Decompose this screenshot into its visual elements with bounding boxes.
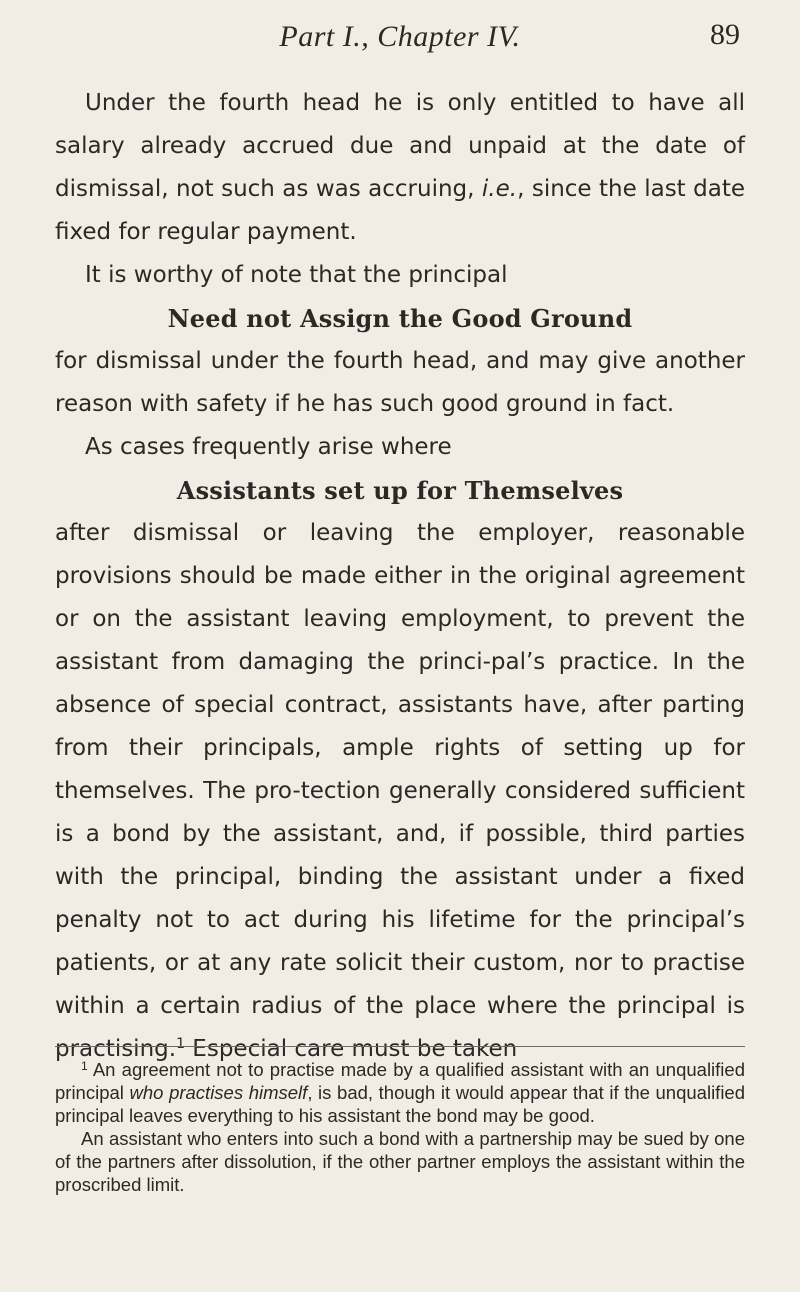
running-title-part-number: I.: [342, 20, 362, 53]
footnote-1-italic: who practises himself: [129, 1082, 308, 1103]
paragraph-3-lead: As cases frequently arise where: [85, 434, 452, 460]
paragraph-3-text: after dismissal or leaving the employer, reasonable provisions should be made either in the original agreement or on the assistant leaving employment, to prevent the assistant from damaging the princi-pal’s practice. In the absence of special contract, assistants have, after parting from their principals, ample rights of setting up for themselves. The pro-tection generally considered sufficient is a bond by the assistant, and, if possible, third parties with the principal, binding the assistant under a fixed penalty not to act during his lifetime for the principal’s patients, or at any rate solicit their custom, nor to practise within a certain radius of the place where the principal is practising.: [55, 520, 745, 1062]
paragraph-3-rest: [55, 512, 745, 1071]
footnotes: [55, 1058, 745, 1196]
paragraph-1-end: , since the last date fixed for regular payment.: [55, 176, 745, 245]
paragraph-1-text: Under the fourth head he is only entitled to have all salary already accrued due and unpaid at the date of dismissal, not such as was accruing,: [55, 90, 745, 202]
paragraph-2-rest: for dismissal under the fourth head, and may give another reason with safety if he has such good ground in fact.: [55, 348, 745, 417]
footnote-1: [55, 1058, 745, 1127]
paragraph-1: [55, 82, 745, 254]
footnote-1-text: An agreement not to practise made by a qualified assistant with an unqualified principal: [55, 1059, 745, 1103]
footnote-1-marker: 1: [81, 1059, 88, 1073]
body-text: [55, 82, 745, 1071]
sidehead-assistants: Assistants set up for Themselves: [176, 476, 624, 505]
footnote-1-continuation: An assistant who enters into such a bond with a partnership may be sued by one of the partners after dissolution, if the other partner employs the assistant within the proscribed limit.: [55, 1128, 745, 1195]
footnote-1-end: , is bad, though it would appear that if the unqualified principal leaves everything to his assistant the bond may be good.: [55, 1082, 746, 1126]
paragraph-3-end: Especial care must be taken: [185, 1036, 518, 1062]
running-title-separator: ,: [361, 20, 378, 53]
sidehead-need-not-assign: Need not Assign the Good Ground: [167, 304, 633, 333]
paragraph-2-lead: It is worthy of note that the principal: [85, 262, 508, 288]
paragraph-1-abbrev: i.e.: [481, 176, 518, 202]
footnote-reference: 1: [176, 1036, 185, 1052]
running-head: [60, 20, 740, 60]
running-title: [60, 20, 740, 54]
page-number: 89: [710, 18, 740, 51]
running-title-part: Part: [279, 20, 343, 53]
footnote-rule: [55, 1046, 745, 1047]
running-title-chapter: Chapter IV.: [377, 20, 521, 53]
